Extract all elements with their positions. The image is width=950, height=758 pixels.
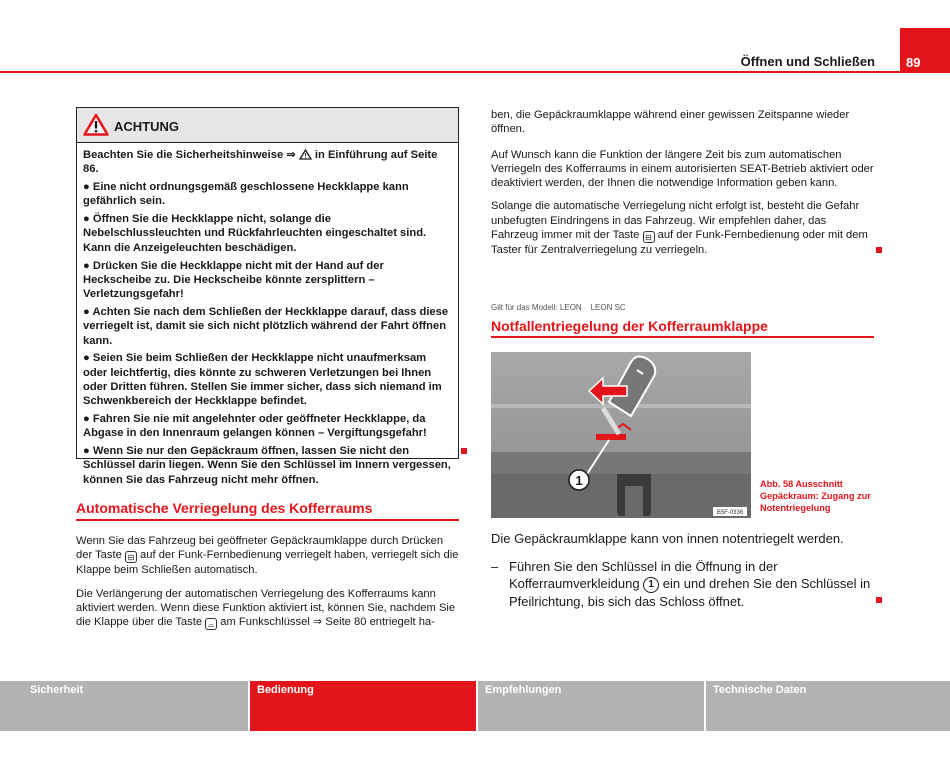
text: auf der Funk-Fernbedienung verriegelt haben, verriegelt sich die Klappe beim Schließen automatisch. bbox=[76, 549, 459, 577]
paragraph bbox=[76, 534, 459, 578]
tab-empfehlungen[interactable]: Empfehlungen bbox=[478, 681, 704, 731]
model-validity: Gilt für das Modell: LEON LEON SC bbox=[491, 303, 626, 312]
tab-sicherheit[interactable]: Sicherheit bbox=[0, 681, 248, 731]
warning-item: ● Drücken Sie die Heckklappe nicht mit der Hand auf der Heckscheibe zu. Die Heckscheibe könnte zersplittern – Verletzungsgefahr! bbox=[83, 259, 384, 301]
warning-intro-text: Beachten Sie die Sicherheitshinweise ⇒ bbox=[83, 149, 296, 161]
left-text bbox=[76, 534, 459, 630]
warning-small-icon bbox=[299, 149, 312, 160]
text: Wenn Sie das Fahrzeug bei geöffneter Gepäckraumklappe durch Drücken der Taste bbox=[76, 535, 444, 562]
paragraph: Auf Wunsch kann die Funktion der längere Zeit bis zum automatischen Verriegeln des Kofferraums in einem autorisierten SEAT-Betrieb aktiviert oder deaktiviert werden, der Ihnen die notwendige Information geben kann. bbox=[491, 148, 874, 190]
paragraph bbox=[491, 199, 874, 257]
emergency-text bbox=[491, 530, 874, 610]
text: am Funkschlüssel ⇒ Seite 80 entriegelt ha- bbox=[217, 616, 435, 629]
warning-intro-ref: in Einführung auf Seite 86. bbox=[83, 149, 438, 176]
figure-callout-1: 1 bbox=[575, 473, 583, 488]
end-marker bbox=[876, 247, 882, 253]
page-number: 89 bbox=[900, 28, 950, 73]
section-rule bbox=[76, 519, 459, 521]
warning-header bbox=[77, 108, 458, 143]
warning-item: ● Öffnen Sie die Heckklappe nicht, solange die Nebelschlussleuchten und Rückfahrleuchten eingeschaltet sind. Kann die Anzeigeleuchten beschädigen. bbox=[83, 213, 427, 254]
paragraph bbox=[76, 587, 459, 631]
figure-caption: Abb. 58 Ausschnitt Gepäckraum: Zugang zur Notentriegelung bbox=[760, 479, 871, 513]
warning-item: ● Seien Sie beim Schließen der Heckklappe nicht unaufmerksam oder leichtfertig, dies könnte zu schweren Verletzungen bei Ihnen oder Dritten führen. Stellen Sie immer sicher, dass sich niemand im Schwenkbereich der Heckklappe befindet. bbox=[83, 352, 442, 408]
callout-1-inline: 1 bbox=[643, 577, 659, 593]
header-rule bbox=[0, 71, 950, 73]
warning-intro bbox=[83, 148, 452, 177]
warning-box bbox=[76, 107, 459, 486]
paragraph: ben, die Gepäckraumklappe während einer gewissen Zeitspanne wieder öffnen. bbox=[491, 109, 850, 136]
figure-illustration bbox=[491, 352, 751, 518]
text: Die Verlängerung der automatischen Verriegelung des Kofferraums kann aktiviert werden. Wenn diese Funktion aktiviert ist, können Sie, nachdem Sie die Klappe über die Taste bbox=[76, 587, 456, 629]
tab-technische-daten[interactable]: Technische Daten bbox=[706, 681, 950, 731]
text: Solange die automatische Verriegelung nicht erfolgt ist, besteht die Gefahr unbefugten Eindringens in das Fahrzeug. Wir empfehlen daher, das Fahrzeug immer mit der Taste bbox=[491, 200, 860, 242]
end-marker bbox=[461, 448, 467, 454]
instruction-step bbox=[491, 558, 874, 610]
warning-triangle-icon bbox=[83, 113, 109, 136]
warning-item: ● Eine nicht ordnungsgemäß geschlossene Heckklappe kann gefährlich sein. bbox=[83, 181, 409, 208]
section-heading-emergency: Notfallentriegelung der Kofferraumklappe bbox=[491, 318, 768, 334]
figure-trunk-emergency-release bbox=[491, 352, 751, 518]
right-text bbox=[491, 108, 874, 257]
intro-text: Die Gepäckraumklappe kann von innen notentriegelt werden. bbox=[491, 531, 844, 546]
end-marker bbox=[876, 597, 882, 603]
text: auf der Funk-Fernbedienung oder mit dem Taster für Zentralverriegelung zu verriegeln. bbox=[491, 229, 868, 257]
trunk-key-icon: ⌓ bbox=[205, 618, 217, 630]
step-dash: – bbox=[491, 559, 499, 574]
warning-body bbox=[77, 143, 458, 487]
warning-item: ● Wenn Sie nur den Gepäckraum öffnen, lassen Sie nicht den Schlüssel darin liegen. Wenn Sie den Schlüssel im Innern vergessen, können Sie das Fahrzeug nicht mehr öffnen. bbox=[83, 445, 451, 486]
text: Führen Sie den Schlüssel in die Öffnung in der Kofferraumverkleidung bbox=[509, 559, 778, 591]
tab-bedienung[interactable]: Bedienung bbox=[250, 681, 476, 731]
section-rule bbox=[491, 336, 874, 338]
warning-item: ● Fahren Sie nie mit angelehnter oder geöffneter Heckklappe, da Abgase in den Innenraum gelangen können – Vergiftungsgefahr! bbox=[83, 413, 427, 440]
lock-key-icon: ⊟ bbox=[643, 231, 655, 243]
warning-item: ● Achten Sie nach dem Schließen der Heckklappe darauf, dass diese verriegelt ist, damit sie sich nicht plötzlich während der Fahrt öffnen kann. bbox=[83, 305, 449, 347]
text: ein und drehen Sie den Schlüssel in Pfeilrichtung, bis sich das Schloss öffnet. bbox=[509, 576, 871, 609]
lock-key-icon: ⊟ bbox=[125, 551, 137, 563]
figure-code: B5F-0336 bbox=[716, 510, 744, 516]
chapter-title: Öffnen und Schließen bbox=[740, 54, 875, 69]
section-heading-auto-lock: Automatische Verriegelung des Kofferraums bbox=[76, 500, 373, 516]
warning-title: ACHTUNG bbox=[114, 119, 179, 134]
